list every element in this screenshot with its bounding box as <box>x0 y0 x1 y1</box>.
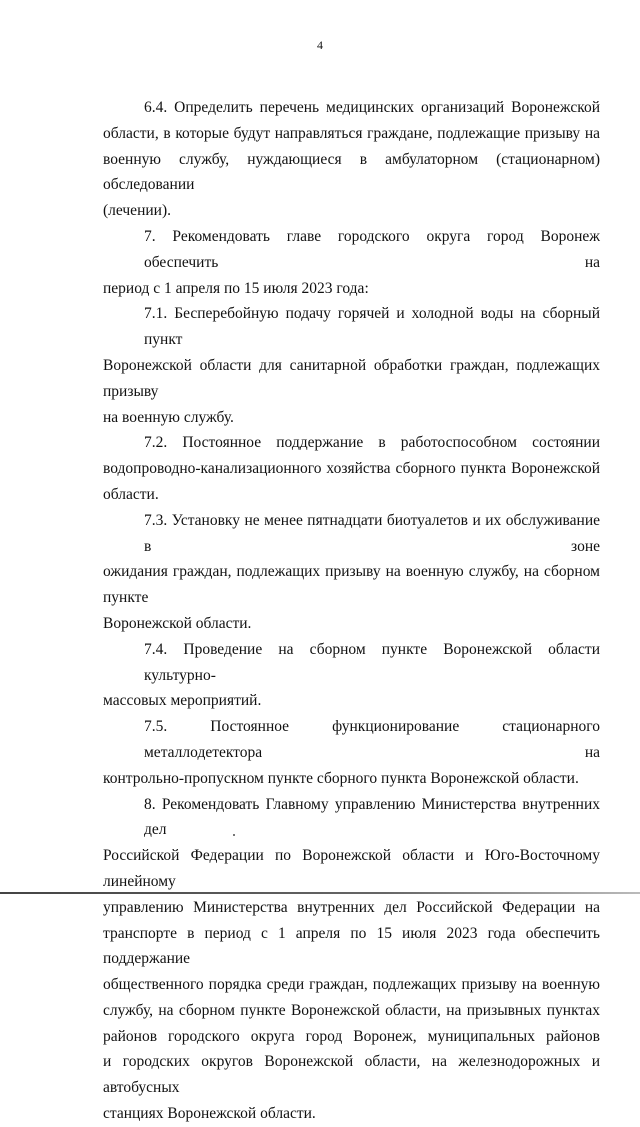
paragraph <box>103 95 600 224</box>
paragraph-line: 7.5. Постоянное функционирование стационарного металлодетектора на <box>144 718 600 761</box>
paragraph-line: районов городского округа город Воронеж, муниципальных районов <box>103 1027 600 1045</box>
paragraph-line: 7.1. Бесперебойную подачу горячей и холодной воды на сборный пункт <box>144 305 600 349</box>
paragraph-line: на военную службу. <box>103 408 234 426</box>
paragraph-line: общественного порядка среди граждан, подлежащих призыву на военную <box>103 976 600 994</box>
paragraph-line: области. <box>103 485 159 503</box>
paragraph <box>103 792 600 1127</box>
paragraph-line: контрольно-пропускном пункте сборного пункта Воронежской области. <box>103 769 579 787</box>
paragraph-line: военную службу, нуждающиеся в амбулаторном (стационарном) обследовании <box>103 150 600 194</box>
paragraph-line: 6.4. Определить перечень медицинских организаций Воронежской <box>144 99 600 116</box>
paragraph-line: Российской Федерации по Воронежской области и Юго-Восточному линейному <box>103 847 600 890</box>
paragraph-line: Воронежской области для санитарной обработки граждан, подлежащих призыву <box>103 356 600 400</box>
paragraph <box>103 224 600 301</box>
paragraph-line: ожидания граждан, подлежащих призыву на военную службу, на сборном пункте <box>103 563 600 607</box>
paragraph <box>103 508 600 637</box>
paragraph-line: транспорте в период с 1 апреля по 15 июля 2023 года обеспечить поддержание <box>103 924 600 968</box>
document-body <box>103 95 600 1127</box>
paragraph-line: 7.3. Установку не менее пятнадцати биотуалетов и их обслуживание в зоне <box>144 511 600 555</box>
page-bottom-edge <box>0 892 640 894</box>
scan-artifact <box>233 834 235 836</box>
paragraph-line: 7. Рекомендовать главе городского округа город Воронеж обеспечить на <box>144 227 600 271</box>
paragraph-line: службу, на сборном пункте Воронежской области, на призывных пунктах <box>103 1001 600 1019</box>
paragraph-line: 8. Рекомендовать Главному управлению Министерства внутренних дел <box>144 795 600 839</box>
paragraph-line: массовых мероприятий. <box>103 692 262 710</box>
paragraph-line: и городских округов Воронежской области, на железнодорожных и автобусных <box>103 1053 600 1097</box>
paragraph-line: водопроводно-канализационного хозяйства сборного пункта Воронежской <box>103 460 600 478</box>
paragraph-line: период с 1 апреля по 15 июля 2023 года: <box>103 279 369 297</box>
paragraph-line: (лечении). <box>103 202 171 220</box>
page-number: 4 <box>317 38 323 52</box>
paragraph-line: 7.4. Проведение на сборном пункте Воронежской области культурно- <box>144 640 600 684</box>
paragraph <box>103 714 600 791</box>
paragraph-line: области, в которые будут направляться граждане, подлежащие призыву на <box>103 124 600 142</box>
paragraph-line: Воронежской области. <box>103 614 252 632</box>
paragraph-line: 7.2. Постоянное поддержание в работоспособном состоянии <box>144 434 600 452</box>
paragraph <box>103 637 600 714</box>
paragraph <box>103 301 600 430</box>
paragraph <box>103 430 600 507</box>
paragraph-line: станциях Воронежской области. <box>103 1105 316 1123</box>
paragraph-line: управлению Министерства внутренних дел Российской Федерации на <box>103 898 600 916</box>
